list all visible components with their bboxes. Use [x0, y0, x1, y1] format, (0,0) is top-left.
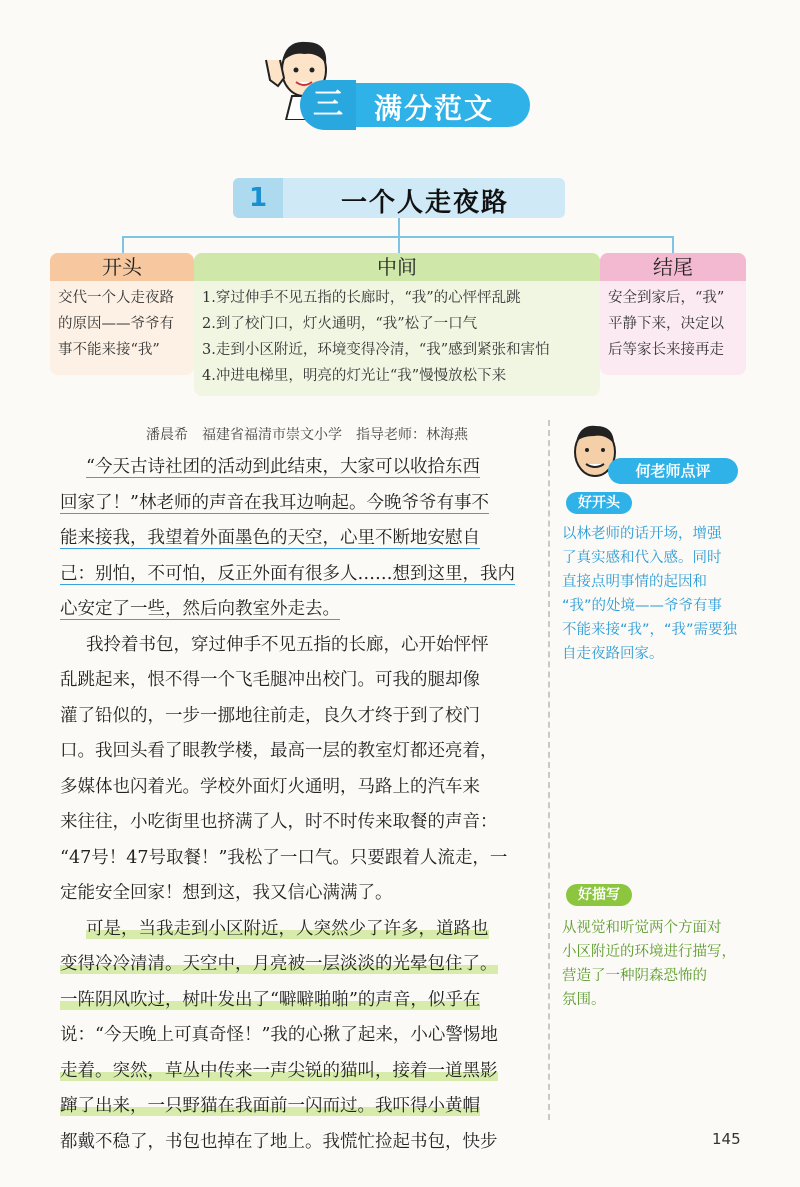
connector-line — [398, 236, 400, 253]
essay-line: 定能安全回家！想到这，我又信心满满了。 — [60, 883, 393, 903]
author-line: 潘晨希 福建省福清市崇文小学 指导老师：林海燕 — [146, 427, 468, 443]
outline-line: 3.走到小区附近，环境变得冷清，“我”感到紧张和害怕 — [202, 342, 550, 358]
comment-line: 小区附近的环境进行描写， — [562, 944, 736, 960]
outline-end-box — [600, 253, 746, 375]
outline-line: 的原因——爷爷有 — [58, 316, 174, 332]
comment-line: 直接点明事情的起因和 — [562, 574, 707, 590]
essay-title: 一个人走夜路 — [340, 188, 509, 218]
outline-end-heading: 结尾 — [600, 253, 746, 281]
comment-line: 不能来接“我”，“我”需要独 — [562, 622, 738, 638]
connector-line — [122, 236, 124, 253]
essay-line: 灌了铅似的，一步一挪地往前走，良久才终于到了校门 — [60, 705, 480, 726]
teacher-comment-badge: 何老师点评 — [608, 458, 738, 484]
column-divider — [548, 420, 550, 1120]
essay-line: “47号！47号取餐！”我松了一口气。只要跟着人流走，一 — [60, 847, 508, 868]
essay-line: 我拎着书包，穿过伸手不见五指的长廊，心开始怦怦 — [86, 634, 489, 655]
essay-title-number: 1 — [233, 178, 283, 218]
comment-line: 氛围。 — [562, 992, 606, 1008]
outline-start-heading: 开头 — [50, 253, 194, 281]
outline-line: 4.冲进电梯里，明亮的灯光让“我”慢慢放松下来 — [202, 368, 507, 384]
comment-line: 自走夜路回家。 — [562, 646, 664, 662]
comment-line: “我”的处境——爷爷有事 — [562, 598, 723, 614]
comment-opening — [562, 522, 737, 666]
outline-line: 交代一个人走夜路 — [58, 290, 174, 306]
outline-line: 1.穿过伸手不见五指的长廊时，“我”的心怦怦乱跳 — [202, 290, 521, 306]
essay-line: 来往往，小吃街里也挤满了人，时不时传来取餐的声音： — [60, 812, 498, 832]
outline-middle-box — [194, 253, 600, 396]
outline-middle-heading: 中间 — [194, 253, 600, 281]
section-number: 三 — [300, 80, 356, 130]
essay-line: 能来接我，我望着外面墨色的天空，心里不断地安慰自 — [60, 528, 480, 548]
section-title: 满分范文 — [374, 92, 495, 125]
comment-line: 营造了一种阴森恐怖的 — [562, 968, 707, 984]
essay-line: “今天古诗社团的活动到此结束，大家可以收拾东西 — [86, 457, 480, 477]
essay-line: 回家了！”林老师的声音在我耳边响起。今晚爷爷有事不 — [60, 492, 489, 513]
essay-line: 变得冷冷清清。天空中，月亮被一层淡淡的光晕包住了。 — [60, 954, 498, 974]
outline-line: 后等家长来接再走 — [608, 342, 724, 358]
outline-line: 2.到了校门口，灯火通明，“我”松了一口气 — [202, 316, 478, 332]
connector-line — [398, 218, 400, 236]
good-opening-tag: 好开头 — [566, 492, 632, 514]
essay-body — [60, 450, 530, 1160]
outline-line: 安全到家后，“我” — [608, 290, 725, 306]
connector-line — [672, 236, 674, 253]
comment-line: 以林老师的话开场，增强 — [562, 526, 722, 542]
good-description-tag: 好描写 — [566, 884, 632, 906]
essay-line: 走着。突然，草丛中传来一声尖锐的猫叫，接着一道黑影 — [60, 1060, 498, 1081]
outline-line: 事不能来接“我” — [58, 342, 160, 358]
essay-line: 可是，当我走到小区附近，人突然少了许多，道路也 — [86, 918, 489, 939]
outline-line: 平静下来，决定以 — [608, 316, 724, 332]
page-number: 145 — [712, 1130, 741, 1148]
essay-line: 多媒体也闪着光。学校外面灯火通明，马路上的汽车来 — [60, 776, 480, 797]
section-banner — [300, 80, 530, 130]
essay-line: 己：别怕，不可怕，反正外面有很多人……想到这里，我内 — [60, 563, 515, 584]
comment-line: 从视觉和听觉两个方面对 — [562, 920, 722, 936]
outline-start-box — [50, 253, 194, 375]
essay-line: 乱跳起来，恨不得一个飞毛腿冲出校门。可我的腿却像 — [60, 670, 480, 690]
essay-line: 说：“今天晚上可真奇怪！”我的心揪了起来，小心警惕地 — [60, 1025, 498, 1045]
comment-description — [562, 916, 736, 1012]
essay-line: 口。我回头看了眼教学楼，最高一层的教室灯都还亮着， — [60, 741, 498, 761]
comment-line: 了真实感和代入感。同时 — [562, 550, 722, 566]
essay-line: 都戴不稳了，书包也掉在了地上。我慌忙捡起书包，快步 — [60, 1131, 498, 1152]
essay-line: 蹿了出来，一只野猫在我面前一闪而过。我吓得小黄帽 — [60, 1096, 480, 1116]
essay-line: 一阵阴风吹过，树叶发出了“噼噼啪啪”的声音，似乎在 — [60, 989, 481, 1010]
essay-line: 心安定了一些，然后向教室外走去。 — [60, 599, 340, 619]
